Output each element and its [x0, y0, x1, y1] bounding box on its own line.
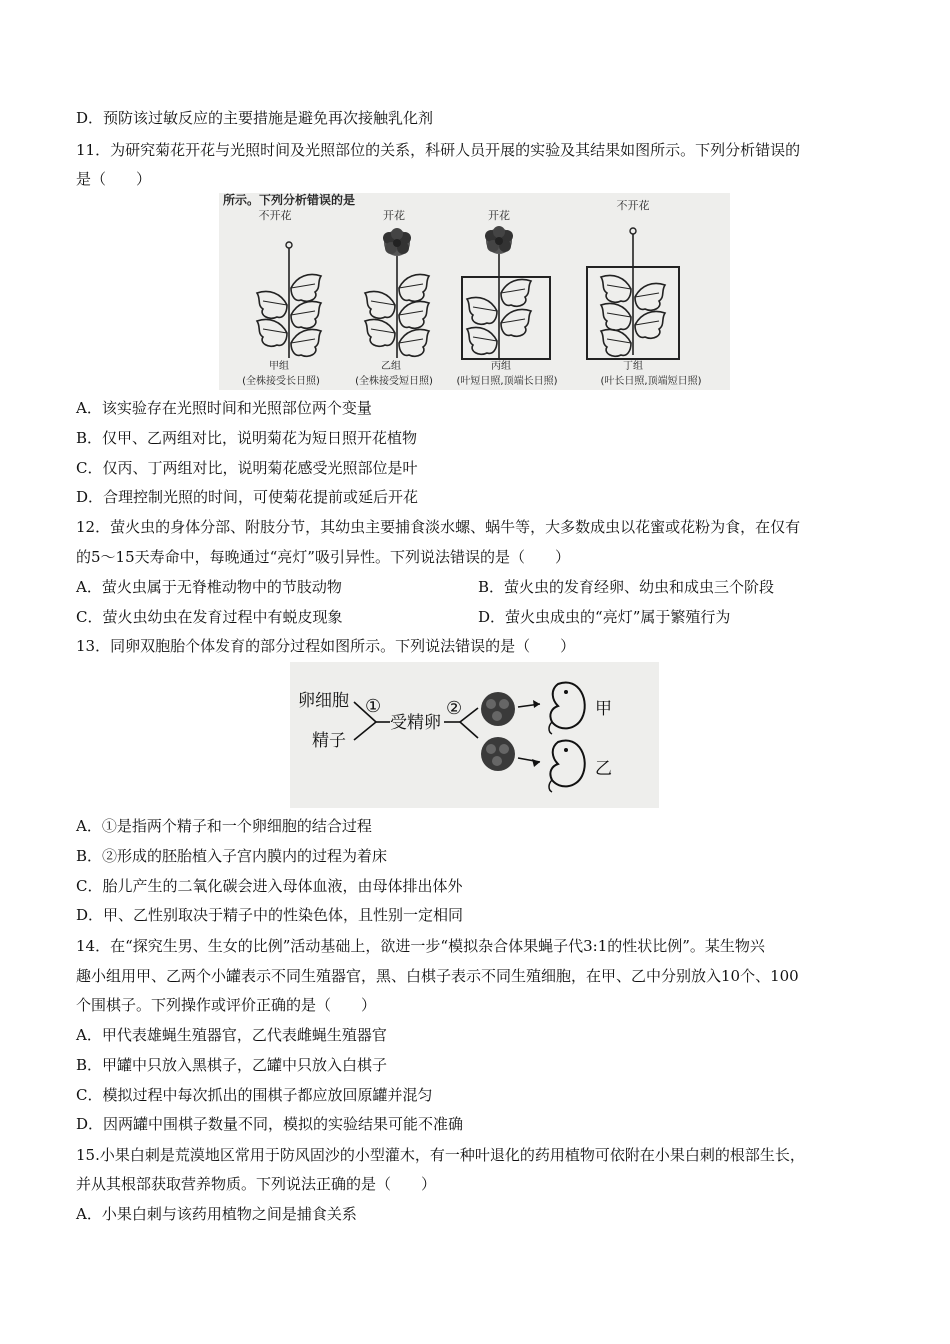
step-2-label: ②	[446, 698, 463, 719]
group-yi-result: 开花	[383, 209, 405, 222]
q13-stem: 13．同卵双胞胎个体发育的部分过程如图所示。下列说法错误的是（ ）	[76, 637, 576, 655]
q14-stem-line1: 14．在“探究生男、生女的比例”活动基础上，欲进一步“模拟杂合体果蝇子代3:1的性状比例”。某生物兴	[76, 937, 765, 955]
q12-stem-line2: 的5～15天寿命中，每晚通过“亮灯”吸引异性。下列说法错误的是（ ）	[76, 548, 570, 566]
q12-option-a: A．萤火虫属于无脊椎动物中的节肢动物	[76, 578, 342, 596]
q13-option-c: C．胎儿产生的二氧化碳会进入母体血液，由母体排出体外	[76, 877, 463, 895]
q15-stem-line2: 并从其根部获取营养物质。下列说法正确的是（ ）	[76, 1175, 437, 1193]
group-ding-plant	[587, 198, 702, 387]
q13-option-a: A．①是指两个精子和一个卵细胞的结合过程	[76, 817, 372, 835]
q14-option-b: B．甲罐中只放入黑棋子，乙罐中只放入白棋子	[76, 1056, 388, 1074]
q11-option-c: C．仅丙、丁两组对比，说明菊花感受光照部位是叶	[76, 459, 418, 477]
group-ding-result: 不开花	[616, 199, 650, 212]
q15-stem-line1: 15.小果白刺是荒漠地区常用于防风固沙的小型灌木，有一种叶退化的药用植物可依附在小果白刺的根部生长，	[76, 1146, 805, 1164]
twin-development-diagram	[290, 662, 659, 808]
fetus-bottom-icon	[549, 741, 585, 792]
q13-figure	[290, 662, 659, 808]
twin-yi-label: 乙	[595, 759, 612, 779]
group-bing-plant	[457, 208, 558, 387]
q12-option-b: B．萤火虫的发育经卵、幼虫和成虫三个阶段	[478, 578, 775, 596]
figure-top-caption: 所示。下列分析错误的是	[223, 193, 356, 207]
q11-stem-line1: 11．为研究菊花开花与光照时间及光照部位的关系，科研人员开展的实验及其结果如图所示。下列分析错误的	[76, 141, 801, 159]
q14-option-a: A．甲代表雄蝇生殖器官，乙代表雌蝇生殖器官	[76, 1026, 387, 1044]
q13-option-b: B．②形成的胚胎植入子宫内膜内的过程为着床	[76, 847, 388, 865]
group-jia-condition: (全株接受长日照)	[242, 376, 320, 387]
q14-option-d: D．因两罐中围棋子数量不同，模拟的实验结果可能不准确	[76, 1115, 464, 1133]
fetus-top-icon	[549, 683, 585, 734]
q12-option-c: C．萤火虫幼虫在发育过程中有蜕皮现象	[76, 608, 343, 626]
zygote-label: 受精卵	[390, 713, 441, 733]
q11-option-a: A．该实验存在光照时间和光照部位两个变量	[76, 399, 372, 417]
q11-option-b: B．仅甲、乙两组对比，说明菊花为短日照开花植物	[76, 429, 418, 447]
q12-stem-line1: 12．萤火虫的身体分部、附肢分节，其幼虫主要捕食淡水螺、蜗牛等，大多数成虫以花蜜或花粉为食，在仅有	[76, 518, 801, 536]
group-ding-name: 丁组	[623, 361, 643, 372]
q14-stem-line2: 趣小组用甲、乙两个小罐表示不同生殖器官，黑、白棋子表示不同生殖细胞，在甲、乙中分别放入10个、100	[76, 967, 799, 985]
group-bing-result: 开花	[488, 209, 510, 222]
group-jia-plant	[242, 208, 321, 387]
q11-stem-line2: 是（ ）	[76, 170, 152, 188]
q14-option-c: C．模拟过程中每次抓出的围棋子都应放回原罐并混匀	[76, 1086, 433, 1104]
chrysanthemum-experiment-diagram	[219, 193, 730, 390]
twin-jia-label: 甲	[595, 699, 612, 719]
group-yi-plant	[355, 208, 433, 387]
embryo-cluster-bottom-icon	[481, 737, 515, 771]
group-jia-name: 甲组	[269, 361, 289, 372]
group-yi-name: 乙组	[381, 361, 401, 372]
group-jia-result: 不开花	[258, 209, 292, 222]
egg-cell-label: 卵细胞	[298, 691, 349, 711]
group-bing-condition: (叶短日照,顶端长日照)	[456, 376, 558, 387]
q13-option-d: D．甲、乙性别取决于精子中的性染色体，且性别一定相同	[76, 906, 464, 924]
group-ding-condition: (叶长日照,顶端短日照)	[600, 376, 702, 387]
group-yi-condition: (全株接受短日照)	[355, 376, 433, 387]
q12-option-d: D．萤火虫成虫的“亮灯”属于繁殖行为	[478, 608, 731, 626]
embryo-cluster-top-icon	[481, 692, 515, 726]
sperm-label: 精子	[312, 731, 346, 751]
group-bing-name: 丙组	[491, 361, 511, 372]
q15-option-a: A．小果白刺与该药用植物之间是捕食关系	[76, 1205, 357, 1223]
q10-option-d: D．预防该过敏反应的主要措施是避免再次接触乳化剂	[76, 109, 434, 127]
step-1-label: ①	[365, 696, 382, 717]
q11-figure	[219, 193, 730, 390]
q11-option-d: D．合理控制光照的时间，可使菊花提前或延后开花	[76, 488, 419, 506]
q14-stem-line3: 个围棋子。下列操作或评价正确的是（ ）	[76, 996, 377, 1014]
